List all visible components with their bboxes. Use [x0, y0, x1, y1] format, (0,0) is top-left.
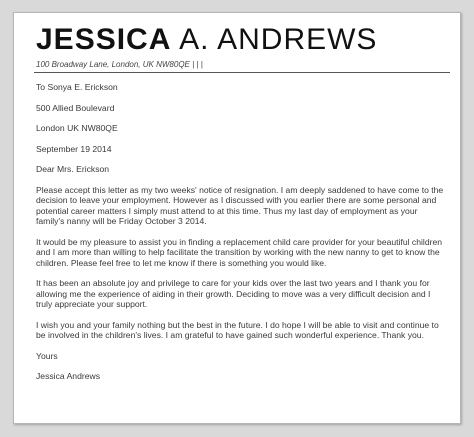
paragraph-4: I wish you and your family nothing but the best in the future. I do hope I will be able to visit and continue to be involved in the children's lives. I am grateful to have gained such wonderful experience. Thank you.	[36, 319, 439, 340]
recipient-address-line2: London UK NW80QE	[36, 123, 118, 133]
paragraph-1: Please accept this letter as my two weeks' notice of resignation. I am deeply saddened to have come to the decision to leave your employment. However as I discussed with you earlier there are some personal and potential career matters I simply must attend to at this time. Thus my last day of employment as your family's nanny will be Friday October 3 2014.	[36, 184, 444, 226]
sender-contact-line: 100 Broadway Lane, London, UK NW80QE | | |	[36, 60, 203, 69]
sender-last-name: A. ANDREWS	[179, 23, 378, 56]
paragraph-2: It would be my pleasure to assist you in finding a replacement child care provider for your beautiful children and I am more than willing to help facilitate the transition by working with the new nanny to get to know the children. Please feel free to let me know if there is something you would like.	[36, 236, 443, 268]
closing: Yours	[36, 350, 58, 361]
letter-date: September 19 2014	[36, 143, 112, 154]
recipient-address-line1: 500 Allied Boulevard	[36, 102, 115, 113]
signature: Jessica Andrews	[36, 371, 101, 381]
sender-name	[36, 22, 377, 58]
recipient-name: To Sonya E. Erickson	[36, 82, 118, 92]
paragraph-3: It has been an absolute joy and privilege to care for your kids over the last two years and I thank you for allowing me the experience of aiding in their growth. Deciding to move was a very difficult decision and I truly appreciate your support.	[36, 278, 431, 309]
sender-first-name: JESSICA	[36, 23, 172, 56]
header-divider	[34, 72, 450, 73]
salutation: Dear Mrs. Erickson	[36, 164, 110, 174]
letter-page	[13, 12, 461, 424]
letter-body	[36, 82, 448, 392]
